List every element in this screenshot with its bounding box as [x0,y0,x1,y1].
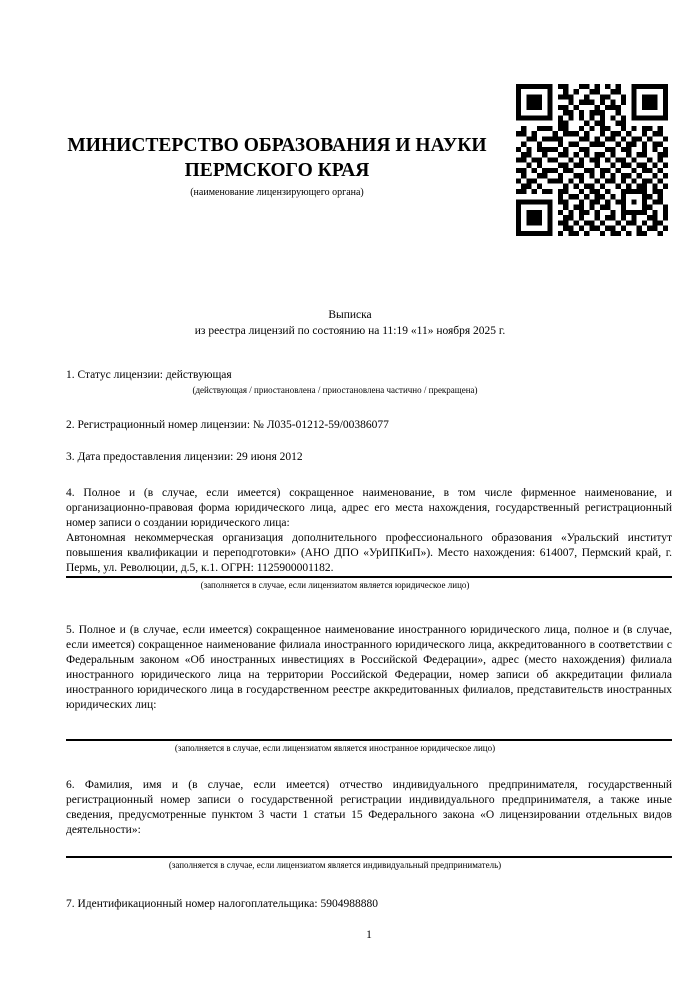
document-title-block [66,307,634,339]
item-license-grant-date [66,450,672,465]
legal-entity-caption: 4. Полное и (в случае, если имеется) сокращенное наименование, в том числе фирменное наименование, и организационно-правовая форма юридического лица, адрес его места нахождения, государственный регистрационный номер записи о создании юридического лица: [66,487,672,529]
individual-entrepreneur-blank-field [66,838,672,858]
foreign-legal-entity-blank-field [66,713,672,741]
licensing-authority-caption: (наименование лицензирующего органа) [190,187,364,198]
foreign-legal-entity-caption: 5. Полное и (в случае, если имеется) сокращенное наименование иностранного юридического лица, полное и (в случае, если имеется) сокращенное наименование филиала иностранного юридического лица, аккредитованного в соответствии с Федеральным законом «Об иностранных инвестициях в Российской Федерации», адрес (место нахождения) филиала иностранного юридического лица на территории Российской Федерации, номер записи об аккредитации филиала иностранного юридического лица в государственном реестре аккредитованных филиалов, представительств иностранных юридических лиц: [66,624,672,711]
document-header [66,84,672,245]
page-number: 1 [366,929,372,941]
qr-code [516,84,668,236]
registration-number-text: 2. Регистрационный номер лицензии: № Л035-01212-59/00386077 [66,419,389,431]
item-license-status [66,368,672,396]
item-foreign-legal-entity [66,623,672,754]
legal-entity-note: (заполняется в случае, если лицензиатом является юридическое лицо) [200,580,470,590]
license-grant-date-text: 3. Дата предоставления лицензии: 29 июня 2012 [66,451,303,463]
document-title: Выписка [328,309,372,321]
individual-entrepreneur-note: (заполняется в случае, если лицензиатом является индивидуальный предприниматель) [168,860,502,870]
foreign-legal-entity-note: (заполняется в случае, если лицензиатом является иностранное юридическое лицо) [174,743,496,753]
ministry-name-line2: ПЕРМСКОГО КРАЯ [184,160,370,181]
licensing-authority-block [66,84,488,199]
ministry-name-line1: МИНИСТЕРСТВО ОБРАЗОВАНИЯ И НАУКИ [67,135,487,156]
page-footer [66,928,672,943]
item-taxpayer-id [66,897,672,912]
license-status-text: 1. Статус лицензии: действующая [66,369,232,381]
license-status-note: (действующая / приостановлена / приостановлена частично / прекращена) [192,385,478,395]
individual-entrepreneur-caption: 6. Фамилия, имя и (в случае, если имеется) отчество индивидуального предпринимателя, государственный регистрационный номер записи о государственной регистрации индивидуального предпринимателя, а также иные сведения, предусмотренные пунктом 3 части 1 статьи 15 Федерального закона «О лицензировании отдельных видов деятельности»: [66,779,672,836]
item-registration-number [66,418,672,433]
taxpayer-id-text: 7. Идентификационный номер налогоплательщика: 5904988880 [66,898,378,910]
legal-entity-value: Автономная некоммерческая организация дополнительного профессионального образования «Уральский институт повышения квалификации и переподготовки» (АНО ДПО «УрИПКиП»). Место нахождения: 614007, Пермский край, г. Пермь, ул. Революции, д.5, к.1. ОГРН: 1125900001182. [66,531,672,578]
item-legal-entity [66,486,672,591]
document-title-date-line: из реестра лицензий по состоянию на 11:19 «11» ноября 2025 г. [194,325,506,337]
item-individual-entrepreneur [66,778,672,871]
